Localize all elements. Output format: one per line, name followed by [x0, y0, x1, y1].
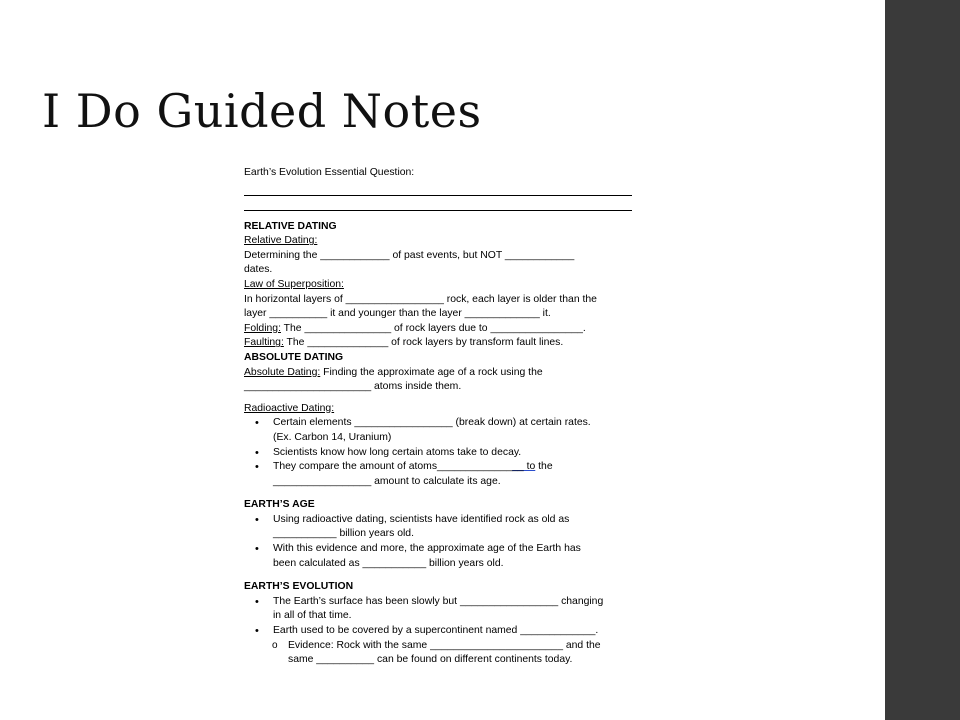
list-item: [273, 513, 644, 542]
slide-sidebar: [885, 0, 960, 720]
relative-dating-line2: dates.: [244, 264, 273, 276]
absolute-dating-heading: ABSOLUTE DATING: [244, 351, 344, 363]
folding-line: [244, 322, 644, 337]
list-item-text: _________________ amount to calculate its age.: [273, 475, 501, 487]
faulting-line: [244, 336, 644, 351]
answer-line-2: [244, 196, 632, 211]
faulting-term: Faulting:: [244, 337, 284, 349]
folding-text: The _______________ of rock layers due to ________________.: [280, 322, 586, 334]
list-item-text: in all of that time.: [273, 610, 352, 622]
list-item: [273, 416, 644, 445]
relative-dating-line1: Determining the ____________ of past events, but NOT ____________: [244, 249, 575, 261]
list-item-text-part: They compare the amount of atoms_____________: [273, 461, 513, 473]
list-item-text: been calculated as ___________ billion years old.: [273, 557, 504, 569]
earths-evolution-list: [244, 595, 644, 639]
list-item: [273, 446, 644, 461]
superposition-subheading: Law of Superposition:: [244, 278, 344, 290]
faulting-text: The ______________ of rock layers by transform fault lines.: [283, 337, 564, 349]
list-item: [273, 624, 644, 639]
slide-title: I Do Guided Notes: [42, 84, 482, 138]
relative-dating-subheading: Relative Dating:: [244, 235, 318, 247]
list-item-text: same __________ can be found on different continents today.: [288, 654, 573, 666]
tracked-change-text: __ to: [512, 461, 536, 473]
absolute-dating-text: Finding the approximate age of a rock using the: [320, 366, 543, 378]
list-item-text: [273, 460, 644, 475]
earths-evolution-sublist: [244, 639, 644, 668]
absolute-dating-line: [244, 366, 644, 381]
earths-evolution-heading: EARTH’S EVOLUTION: [244, 581, 354, 593]
list-item-text: ___________ billion years old.: [273, 528, 414, 540]
absolute-dating-line2: ______________________ atoms inside them.: [244, 381, 462, 393]
radioactive-dating-subheading: Radioactive Dating:: [244, 402, 335, 414]
list-item-text: • Scientists know how long certain atoms take to decay.: [273, 446, 522, 458]
answer-line-1: [244, 181, 632, 196]
essential-question-label: Earth’s Evolution Essential Question:: [244, 167, 415, 178]
list-item: [273, 460, 644, 489]
radioactive-dating-list: [244, 416, 644, 489]
guided-notes-document: [244, 166, 644, 668]
list-item-text: (Ex. Carbon 14, Uranium): [273, 431, 392, 443]
list-item: [273, 542, 644, 571]
earths-age-list: [244, 513, 644, 571]
folding-term: Folding:: [244, 322, 281, 334]
list-item-text: o Evidence: Rock with the same _______________________ and the: [288, 639, 601, 651]
list-item-text-part: the: [535, 461, 553, 473]
list-item-text: • With this evidence and more, the approximate age of the Earth has: [273, 543, 581, 555]
superposition-line2: layer __________ it and younger than the layer _____________ it.: [244, 308, 551, 320]
relative-dating-heading: RELATIVE DATING: [244, 220, 337, 232]
superposition-line1: In horizontal layers of _________________ rock, each layer is older than the: [244, 293, 597, 305]
absolute-dating-term: Absolute Dating:: [244, 366, 321, 378]
list-item-text: • Using radioactive dating, scientists have identified rock as old as: [273, 513, 570, 525]
earths-age-heading: EARTH’S AGE: [244, 499, 315, 511]
list-item: [273, 595, 644, 624]
list-item: [288, 639, 644, 668]
list-item-text: • Earth used to be covered by a supercontinent named _____________.: [273, 625, 599, 637]
list-item-text: • The Earth’s surface has been slowly but _________________ changing: [273, 595, 604, 607]
list-item-text: • Certain elements _________________ (break down) at certain rates.: [273, 417, 591, 429]
